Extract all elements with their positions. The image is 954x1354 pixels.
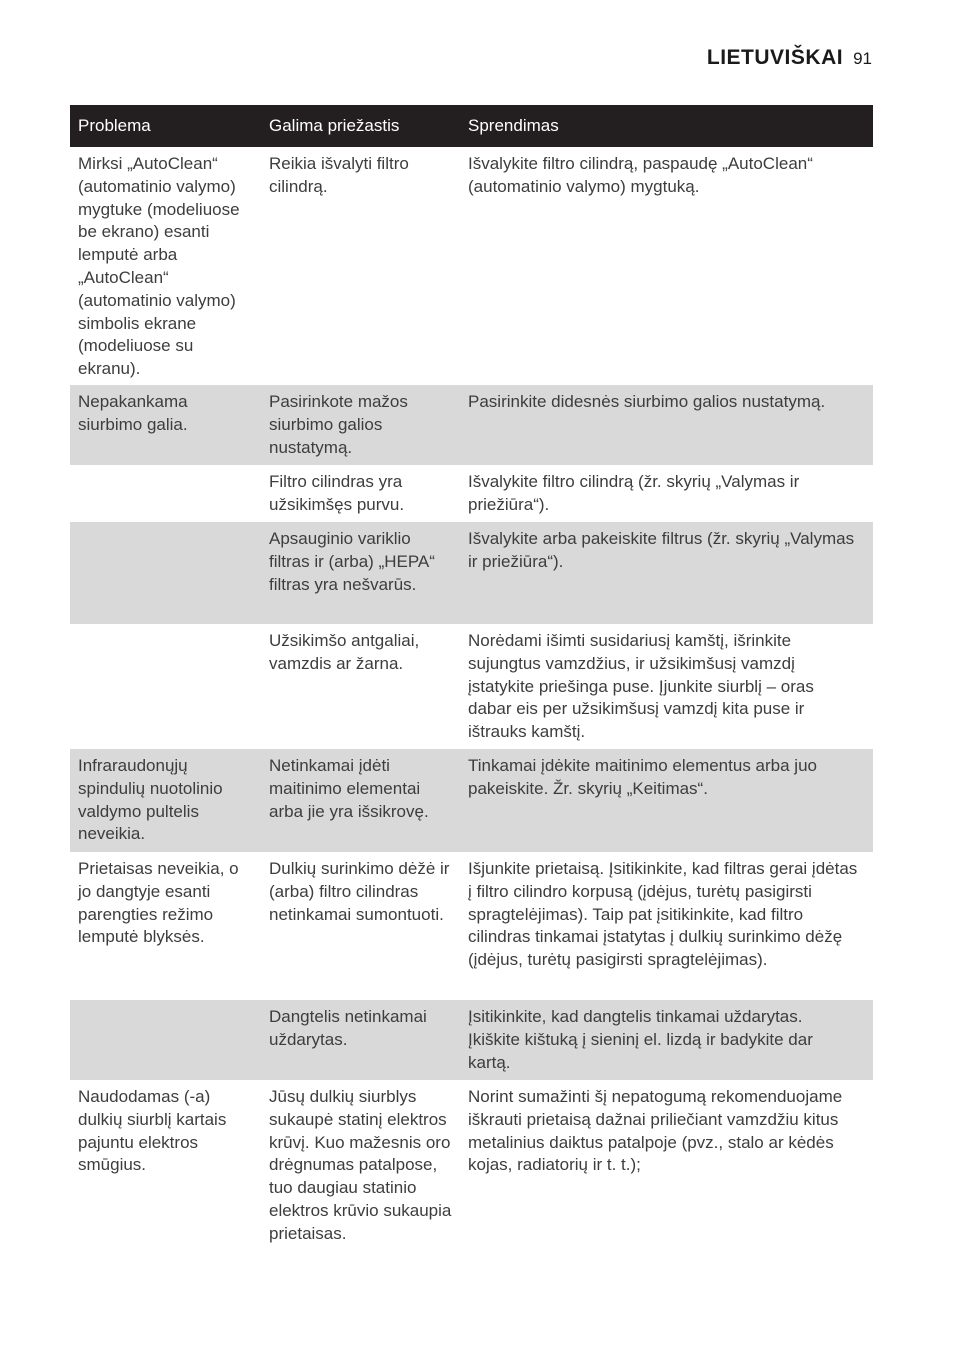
table-row	[70, 465, 873, 522]
cause-cell: Filtro cilindras yra užsikimšęs purvu.	[269, 472, 405, 514]
table-row	[70, 1080, 873, 1280]
table-header-row	[70, 105, 873, 147]
solution-cell: Išvalykite arba pakeiskite filtrus (žr. skyrių „Valymas ir priežiūra“).	[468, 529, 855, 571]
problem-cell: Mirksi „AutoClean“ (automatinio valymo) mygtuke (modeliuose be ekrano) esanti lemputė arba „AutoClean“ (automatinio valymo) simbolis ekrane (modeliuose su ekranu).	[78, 154, 240, 379]
problem-cell	[70, 624, 261, 749]
column-header-solution: Sprendimas	[468, 115, 559, 135]
troubleshooting-table	[70, 105, 873, 1280]
solution-cell: Pasirinkite didesnės siurbimo galios nustatymą.	[468, 392, 826, 411]
cause-cell: Netinkamai įdėti maitinimo elementai arba jie yra išsikrovę.	[269, 756, 429, 821]
cause-cell: Užsikimšo antgaliai, vamzdis ar žarna.	[269, 631, 420, 673]
column-header-cause: Galima priežastis	[269, 115, 400, 135]
problem-cell	[70, 522, 261, 624]
table-row	[70, 624, 873, 749]
cause-cell: Pasirinkote mažos siurbimo galios nustatymą.	[269, 392, 408, 457]
cause-cell: Dangtelis netinkamai uždarytas.	[269, 1007, 427, 1049]
table-row	[70, 1000, 873, 1080]
solution-cell: Išjunkite prietaisą. Įsitikinkite, kad filtras gerai įdėtas į filtro cilindro korpusą (įdėjus, turėtų pasigirsti spragtelėjimas). Taip pat įsitikinkite, kad filtro cilindras tinkamai įstatytas į dulkių surinkimo dėžę (įdėjus, turėtų pasigirsti spragtelėjimas).	[468, 859, 858, 970]
table-row	[70, 749, 873, 852]
solution-cell: Norint sumažinti šį nepatogumą rekomenduojame iškrauti prietaisą dažnai priliečiant vamzdžiu kitus metalinius daiktus patalpoje (pvz., stalo ar kėdės kojas, radiatorių ir t. t.);	[468, 1087, 843, 1175]
table-row	[70, 147, 873, 385]
cause-cell: Jūsų dulkių siurblys sukaupė statinį elektros krūvį. Kuo mažesnis oro drėgnumas patalpose, tuo daugiau statinio elektros krūvio sukaupia prietaisas.	[269, 1087, 452, 1243]
page-header	[707, 46, 872, 70]
solution-cell: Tinkamai įdėkite maitinimo elementus arba juo pakeiskite. Žr. skyrių „Keitimas“.	[468, 756, 817, 798]
solution-cell: Išvalykite filtro cilindrą, paspaudę „AutoClean“ (automatinio valymo) mygtuką.	[468, 154, 813, 196]
table-row	[70, 522, 873, 624]
column-header-problem: Problema	[78, 115, 151, 135]
solution-cell: Norėdami išimti susidariusį kamštį, išrinkite sujungtus vamzdžius, ir užsikimšusį vamzdį įstatykite priešinga puse. Įjunkite siurblį – oras dabar eis per užsikimšusį vamzdį kita puse ir ištrauks kamštį.	[468, 631, 814, 742]
solution-cell: Įsitikinkite, kad dangtelis tinkamai uždarytas. Įkiškite kištuką į sieninį el. lizdą ir badykite dar kartą.	[468, 1007, 813, 1072]
table-row	[70, 385, 873, 465]
problem-cell: Nepakankama siurbimo galia.	[78, 392, 188, 434]
problem-cell	[70, 1000, 261, 1080]
problem-cell: Infraraudonųjų spindulių nuotolinio valdymo pultelis neveikia.	[78, 756, 223, 844]
problem-cell: Prietaisas neveikia, o jo dangtyje esanti parengties režimo lemputė blyksės.	[78, 859, 239, 947]
section-title: LIETUVIŠKAI	[706, 46, 844, 69]
solution-cell: Išvalykite filtro cilindrą (žr. skyrių „Valymas ir priežiūra“).	[468, 472, 800, 514]
cause-cell: Dulkių surinkimo dėžė ir (arba) filtro cilindras netinkamai sumontuoti.	[269, 859, 450, 924]
table-row	[70, 852, 873, 1000]
cause-cell: Apsauginio variklio filtras ir (arba) „HEPA“ filtras yra nešvarūs.	[269, 529, 435, 594]
cause-cell: Reikia išvalyti filtro cilindrą.	[269, 154, 409, 196]
problem-cell: Naudodamas (-a) dulkių siurblį kartais pajuntu elektros smūgius.	[78, 1087, 227, 1175]
problem-cell	[70, 465, 261, 522]
page-number: 91	[853, 49, 872, 68]
